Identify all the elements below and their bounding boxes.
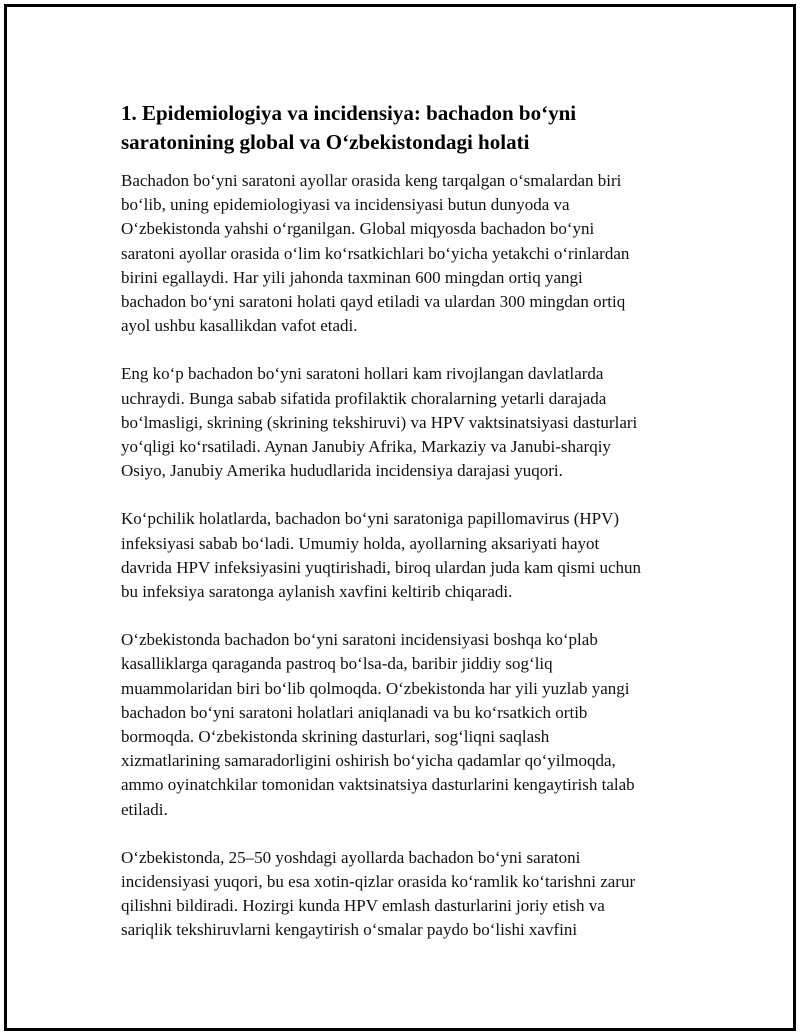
paragraph-3: [121, 507, 691, 604]
heading-line: saratonining global va O‘zbekistondagi holati: [121, 130, 530, 154]
text-line: O‘zbekistonda yahshi o‘rganilgan. Global miqyosda bachadon bo‘yni: [121, 219, 595, 239]
paragraph-1: [121, 169, 691, 338]
text-line: infeksiyasi sabab bo‘ladi. Umumiy holda, ayollarning aksariyati hayot: [121, 533, 600, 553]
text-line: etiladi.: [121, 799, 168, 819]
text-line: saratoni ayollar orasida o‘lim ko‘rsatkichlari bo‘yicha yetakchi o‘rinlardan: [121, 243, 630, 263]
text-line: O‘zbekistonda bachadon bo‘yni saratoni incidensiyasi boshqa ko‘plab: [121, 630, 598, 650]
text-line: davrida HPV infeksiyasini yuqtirishadi, biroq ulardan juda kam qismi uchun: [121, 557, 641, 577]
text-line: O‘zbekistonda, 25–50 yoshdagi ayollarda bachadon bo‘yni saratoni: [121, 847, 581, 867]
text-line: Eng ko‘p bachadon bo‘yni saratoni hollari kam rivojlangan davlatlarda: [121, 364, 604, 384]
text-line: incidensiyasi yuqori, bu esa xotin-qizlar orasida ko‘ramlik ko‘tarishni zarur: [121, 872, 636, 892]
text-line: birini egallaydi. Har yili jahonda taxminan 600 mingdan ortiq yangi: [121, 267, 583, 287]
text-line: Ko‘pchilik holatlarda, bachadon bo‘yni saratoniga papillomavirus (HPV): [121, 509, 620, 529]
paragraph-2: [121, 362, 691, 483]
page-frame: [4, 4, 796, 1031]
paragraph-4: [121, 628, 691, 822]
document-body: [121, 99, 691, 967]
text-line: Bachadon bo‘yni saratoni ayollar orasida keng tarqalgan o‘smalardan biri: [121, 171, 622, 190]
paragraph-5: [121, 846, 691, 943]
text-line: bo‘lib, uning epidemiologiyasi va incidensiyasi butun dunyoda va: [121, 195, 570, 215]
text-line: ammo oyinatchkilar tomonidan vaktsinatsiya dasturlarini kengaytirish talab: [121, 775, 635, 795]
text-line: muammolaridan biri bo‘lib qolmoqda. O‘zbekistonda har yili yuzlab yangi: [121, 678, 630, 698]
text-line: sariqlik tekshiruvlarni kengaytirish o‘smalar paydo bo‘lishi xavfini: [121, 920, 578, 940]
section-heading: [121, 99, 691, 157]
text-line: Osiyo, Janubiy Amerika hududlarida incidensiya darajasi yuqori.: [121, 461, 563, 481]
text-line: bachadon bo‘yni saratoni holati qayd etiladi va ulardan 300 mingdan ortiq: [121, 292, 626, 312]
text-line: xizmatlarining samaradorligini oshirish bo‘yicha qadamlar qo‘yilmoqda,: [121, 751, 616, 771]
text-line: bormoqda. O‘zbekistonda skrining dasturlari, sog‘liqni saqlash: [121, 727, 550, 747]
heading-line: 1. Epidemiologiya va incidensiya: bachadon bo‘yni: [121, 101, 577, 125]
text-line: bu infeksiya saratonga aylanish xavfini keltirib chiqaradi.: [121, 582, 513, 602]
text-line: uchraydi. Bunga sabab sifatida profilaktik choralarning yetarli darajada: [121, 388, 607, 408]
text-line: yo‘qligi ko‘rsatiladi. Aynan Janubiy Afrika, Markaziy va Janubi-sharqiy: [121, 437, 611, 457]
text-line: bo‘lmasligi, skrining (skrining tekshiruvi) va HPV vaktsinatsiyasi dasturlari: [121, 412, 638, 432]
text-line: bachadon bo‘yni saratoni holatlari aniqlanadi va bu ko‘rsatkich ortib: [121, 702, 588, 722]
text-line: kasalliklarga qaraganda pastroq bo‘lsa-da, baribir jiddiy sog‘liq: [121, 654, 553, 674]
text-line: qilishni bildiradi. Hozirgi kunda HPV emlash dasturlarini joriy etish va: [121, 896, 605, 916]
text-line: ayol ushbu kasallikdan vafot etadi.: [121, 316, 358, 336]
